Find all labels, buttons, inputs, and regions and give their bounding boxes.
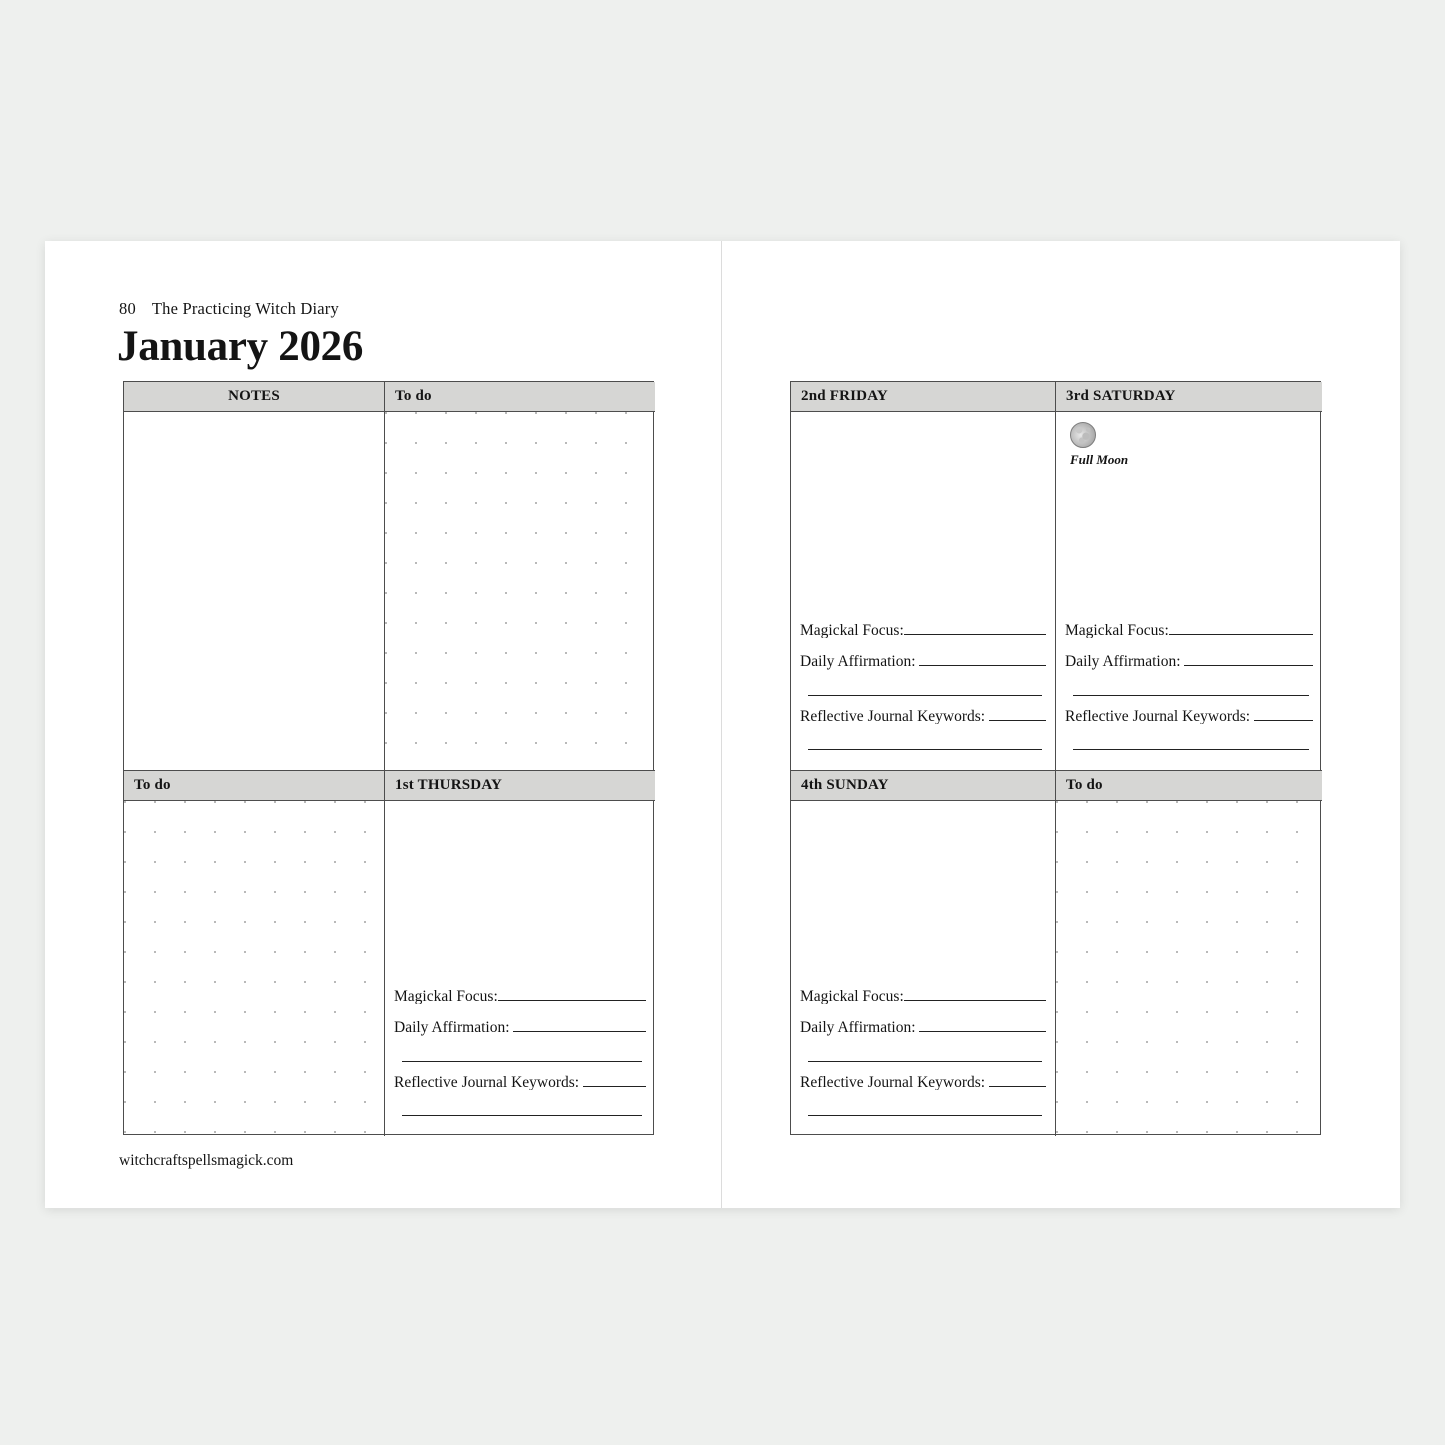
daily-affirmation-rule[interactable] xyxy=(919,653,1046,666)
reflective-journal-rule-2[interactable] xyxy=(402,1099,642,1116)
day-prompts xyxy=(394,988,646,1129)
page-number: 80 xyxy=(119,299,136,318)
cell-day-4th-sunday-body[interactable] xyxy=(791,801,1055,1136)
reflective-journal-rule[interactable] xyxy=(989,1074,1046,1087)
magickal-focus-line[interactable] xyxy=(800,622,1046,639)
left-grid xyxy=(123,381,654,1135)
daily-affirmation-rule-2[interactable] xyxy=(402,1045,642,1062)
cell-to-do-2-body[interactable] xyxy=(124,801,384,1136)
magickal-focus-label: Magickal Focus: xyxy=(394,987,498,1004)
magickal-focus-label: Magickal Focus: xyxy=(800,987,904,1004)
cell-day-1st-thursday-header: 1st THURSDAY xyxy=(385,771,655,801)
full-moon-icon xyxy=(1070,422,1096,448)
cell-day-4th-sunday xyxy=(791,771,1056,1136)
daily-affirmation-rule-2[interactable] xyxy=(808,1045,1042,1062)
magickal-focus-line[interactable] xyxy=(1065,622,1313,639)
cell-day-4th-sunday-header: 4th SUNDAY xyxy=(791,771,1055,801)
cell-day-1st-thursday xyxy=(385,771,655,1136)
reflective-journal-rule[interactable] xyxy=(583,1074,646,1087)
cell-day-1st-thursday-body[interactable] xyxy=(385,801,655,1136)
daily-affirmation-label: Daily Affirmation: xyxy=(394,1019,514,1036)
daily-affirmation-line[interactable] xyxy=(394,1019,646,1036)
right-grid xyxy=(790,381,1321,1135)
reflective-journal-rule-2[interactable] xyxy=(1073,733,1309,750)
cell-notes-body[interactable] xyxy=(124,412,384,770)
book-title: The Practicing Witch Diary xyxy=(151,299,339,318)
running-head xyxy=(119,299,339,319)
reflective-journal-line[interactable] xyxy=(800,1074,1046,1091)
moon-phase-indicator xyxy=(1070,422,1160,468)
reflective-journal-line[interactable] xyxy=(800,708,1046,725)
magickal-focus-rule[interactable] xyxy=(1169,622,1313,635)
magickal-focus-rule[interactable] xyxy=(904,622,1046,635)
day-prompts xyxy=(800,622,1046,763)
daily-affirmation-label: Daily Affirmation: xyxy=(1065,653,1185,670)
daily-affirmation-rule[interactable] xyxy=(513,1019,646,1032)
magickal-focus-label: Magickal Focus: xyxy=(1065,621,1169,638)
cell-to-do-2 xyxy=(124,771,385,1136)
reflective-journal-rule-2[interactable] xyxy=(808,1099,1042,1116)
dot-grid xyxy=(124,801,384,1136)
reflective-journal-label: Reflective Journal Keywords: xyxy=(394,1073,583,1090)
daily-affirmation-line[interactable] xyxy=(800,1019,1046,1036)
cell-to-do-2-header: To do xyxy=(124,771,384,801)
dot-grid xyxy=(1056,801,1322,1136)
diary-spread xyxy=(45,241,1400,1208)
reflective-journal-line[interactable] xyxy=(1065,708,1313,725)
cell-to-do-1 xyxy=(385,382,655,771)
cell-day-3rd-saturday-body[interactable] xyxy=(1056,412,1322,770)
footer-url: witchcraftspellsmagick.com xyxy=(119,1152,294,1169)
cell-to-do-3 xyxy=(1056,771,1322,1136)
cell-to-do-3-body[interactable] xyxy=(1056,801,1322,1136)
left-page xyxy=(45,241,722,1208)
daily-affirmation-rule[interactable] xyxy=(1184,653,1313,666)
cell-day-3rd-saturday-header: 3rd SATURDAY xyxy=(1056,382,1322,412)
daily-affirmation-rule[interactable] xyxy=(919,1019,1046,1032)
cell-to-do-1-header: To do xyxy=(385,382,655,412)
cell-day-2nd-friday xyxy=(791,382,1056,771)
cell-to-do-1-body[interactable] xyxy=(385,412,655,770)
day-prompts xyxy=(1065,622,1313,763)
moon-phase-label: Full Moon xyxy=(1070,452,1129,467)
daily-affirmation-label: Daily Affirmation: xyxy=(800,1019,920,1036)
magickal-focus-label: Magickal Focus: xyxy=(800,621,904,638)
reflective-journal-rule-2[interactable] xyxy=(808,733,1042,750)
cell-day-2nd-friday-body[interactable] xyxy=(791,412,1055,770)
cell-day-3rd-saturday xyxy=(1056,382,1322,771)
reflective-journal-label: Reflective Journal Keywords: xyxy=(800,707,989,724)
day-prompts xyxy=(800,988,1046,1129)
cell-notes xyxy=(124,382,385,771)
reflective-journal-label: Reflective Journal Keywords: xyxy=(1065,707,1254,724)
daily-affirmation-label: Daily Affirmation: xyxy=(800,653,920,670)
reflective-journal-label: Reflective Journal Keywords: xyxy=(800,1073,989,1090)
reflective-journal-rule[interactable] xyxy=(1254,708,1313,721)
magickal-focus-rule[interactable] xyxy=(498,988,646,1001)
right-page xyxy=(722,241,1400,1208)
daily-affirmation-line[interactable] xyxy=(1065,653,1313,670)
reflective-journal-line[interactable] xyxy=(394,1074,646,1091)
daily-affirmation-rule-2[interactable] xyxy=(1073,679,1309,696)
page-title: January 2026 xyxy=(117,323,364,370)
magickal-focus-line[interactable] xyxy=(800,988,1046,1005)
reflective-journal-rule[interactable] xyxy=(989,708,1046,721)
cell-notes-header: NOTES xyxy=(124,382,384,412)
cell-to-do-3-header: To do xyxy=(1056,771,1322,801)
magickal-focus-rule[interactable] xyxy=(904,988,1046,1001)
daily-affirmation-line[interactable] xyxy=(800,653,1046,670)
magickal-focus-line[interactable] xyxy=(394,988,646,1005)
cell-day-2nd-friday-header: 2nd FRIDAY xyxy=(791,382,1055,412)
dot-grid xyxy=(385,412,655,770)
daily-affirmation-rule-2[interactable] xyxy=(808,679,1042,696)
